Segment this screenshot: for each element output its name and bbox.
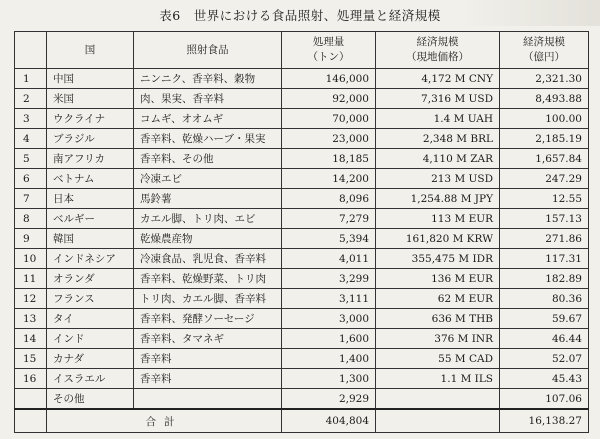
food-cell: 冷凍エビ xyxy=(134,169,282,189)
header-row xyxy=(15,32,589,69)
food-cell: ニンニク、香辛料、穀物 xyxy=(134,69,282,89)
header-no xyxy=(15,32,47,69)
country-cell: タイ xyxy=(47,309,134,329)
scale-yen-cell: 271.86 xyxy=(500,229,589,249)
scale-yen-cell: 46.44 xyxy=(500,329,589,349)
food-cell: トリ肉、カエル脚、香辛料 xyxy=(134,289,282,309)
scale-yen-cell: 2,321.30 xyxy=(500,69,589,89)
table-row xyxy=(15,289,589,309)
scale-local-cell: 1.4 M UAH xyxy=(376,109,500,129)
row-number: 6 xyxy=(15,169,47,189)
row-number: 10 xyxy=(15,249,47,269)
total-yen: 16,138.27 xyxy=(500,409,589,433)
food-cell: 香辛料、発酵ソーセージ xyxy=(134,309,282,329)
row-number xyxy=(15,389,47,410)
food-cell: コムギ、オオムギ xyxy=(134,109,282,129)
total-no-cell xyxy=(15,409,47,433)
country-cell: インド xyxy=(47,329,134,349)
table-row xyxy=(15,169,589,189)
country-cell: ベルギー xyxy=(47,209,134,229)
header-volume: 処理量 （トン） xyxy=(282,32,376,69)
food-irradiation-table xyxy=(14,31,589,433)
country-cell: ウクライナ xyxy=(47,109,134,129)
row-number: 15 xyxy=(15,349,47,369)
country-cell: 日本 xyxy=(47,189,134,209)
row-number: 11 xyxy=(15,269,47,289)
volume-cell: 2,929 xyxy=(282,389,376,410)
scale-local-cell: 636 M THB xyxy=(376,309,500,329)
volume-cell: 146,000 xyxy=(282,69,376,89)
row-number: 8 xyxy=(15,209,47,229)
row-number: 9 xyxy=(15,229,47,249)
country-cell: オランダ xyxy=(47,269,134,289)
scale-yen-cell: 52.07 xyxy=(500,349,589,369)
volume-cell: 1,600 xyxy=(282,329,376,349)
food-cell xyxy=(134,389,282,410)
volume-cell: 3,000 xyxy=(282,309,376,329)
volume-cell: 5,394 xyxy=(282,229,376,249)
scale-local-cell: 376 M INR xyxy=(376,329,500,349)
table-row xyxy=(15,89,589,109)
country-cell: 韓国 xyxy=(47,229,134,249)
scale-local-cell: 1.1 M ILS xyxy=(376,369,500,389)
scale-yen-cell: 1,657.84 xyxy=(500,149,589,169)
row-number: 2 xyxy=(15,89,47,109)
scale-yen-cell: 157.13 xyxy=(500,209,589,229)
volume-cell: 23,000 xyxy=(282,129,376,149)
row-number: 14 xyxy=(15,329,47,349)
table-row xyxy=(15,129,589,149)
scale-yen-cell: 59.67 xyxy=(500,309,589,329)
table-row xyxy=(15,349,589,369)
volume-cell: 14,200 xyxy=(282,169,376,189)
header-scale-yen: 経済規模 （億円） xyxy=(500,32,589,69)
row-number: 4 xyxy=(15,129,47,149)
scale-local-cell: 1,254.88 M JPY xyxy=(376,189,500,209)
volume-cell: 92,000 xyxy=(282,89,376,109)
scale-yen-cell: 12.55 xyxy=(500,189,589,209)
country-cell: 中国 xyxy=(47,69,134,89)
food-cell: 香辛料、その他 xyxy=(134,149,282,169)
scale-yen-cell: 107.06 xyxy=(500,389,589,410)
food-cell: 香辛料 xyxy=(134,369,282,389)
volume-cell: 70,000 xyxy=(282,109,376,129)
food-cell: 馬鈴薯 xyxy=(134,189,282,209)
table-row xyxy=(15,229,589,249)
scale-local-cell: 136 M EUR xyxy=(376,269,500,289)
table-row xyxy=(15,309,589,329)
scale-yen-cell: 8,493.88 xyxy=(500,89,589,109)
volume-cell: 1,300 xyxy=(282,369,376,389)
total-label: 合計 xyxy=(47,409,282,433)
table-body xyxy=(15,69,589,410)
table-row xyxy=(15,189,589,209)
volume-cell: 3,299 xyxy=(282,269,376,289)
volume-cell: 18,185 xyxy=(282,149,376,169)
scale-local-cell: 2,348 M BRL xyxy=(376,129,500,149)
scale-local-cell: 161,820 M KRW xyxy=(376,229,500,249)
food-cell: 香辛料、タマネギ xyxy=(134,329,282,349)
scale-yen-cell: 182.89 xyxy=(500,269,589,289)
country-cell: その他 xyxy=(47,389,134,410)
food-cell: 肉、果実、香辛料 xyxy=(134,89,282,109)
scale-yen-cell: 117.31 xyxy=(500,249,589,269)
table-row xyxy=(15,109,589,129)
scale-yen-cell: 100.00 xyxy=(500,109,589,129)
country-cell: ブラジル xyxy=(47,129,134,149)
total-volume: 404,804 xyxy=(282,409,376,433)
row-number: 16 xyxy=(15,369,47,389)
table-row xyxy=(15,329,589,349)
table-title: 表6 世界における食品照射、処理量と経済規模 xyxy=(159,8,441,23)
row-number: 12 xyxy=(15,289,47,309)
volume-cell: 1,400 xyxy=(282,349,376,369)
row-number: 13 xyxy=(15,309,47,329)
scale-yen-cell: 247.29 xyxy=(500,169,589,189)
country-cell: イスラエル xyxy=(47,369,134,389)
food-cell: カエル脚、トリ肉、エビ xyxy=(134,209,282,229)
scale-local-cell: 62 M EUR xyxy=(376,289,500,309)
scale-local-cell: 213 M USD xyxy=(376,169,500,189)
table-row xyxy=(15,249,589,269)
header-food: 照射食品 xyxy=(134,32,282,69)
table-row xyxy=(15,149,589,169)
country-cell: カナダ xyxy=(47,349,134,369)
scale-local-cell: 55 M CAD xyxy=(376,349,500,369)
country-cell: フランス xyxy=(47,289,134,309)
total-row xyxy=(15,409,589,433)
row-number: 7 xyxy=(15,189,47,209)
volume-cell: 8,096 xyxy=(282,189,376,209)
scale-local-cell: 355,475 M IDR xyxy=(376,249,500,269)
header-scale-local: 経済規模 （現地価格） xyxy=(376,32,500,69)
scale-local-cell: 4,172 M CNY xyxy=(376,69,500,89)
scale-yen-cell: 2,185.19 xyxy=(500,129,589,149)
country-cell: インドネシア xyxy=(47,249,134,269)
scale-local-cell: 7,316 M USD xyxy=(376,89,500,109)
food-cell: 乾燥農産物 xyxy=(134,229,282,249)
header-country: 国 xyxy=(47,32,134,69)
scale-local-cell: 113 M EUR xyxy=(376,209,500,229)
row-number: 3 xyxy=(15,109,47,129)
scale-local-cell xyxy=(376,389,500,410)
volume-cell: 4,011 xyxy=(282,249,376,269)
volume-cell: 3,111 xyxy=(282,289,376,309)
table-row xyxy=(15,209,589,229)
country-cell: 米国 xyxy=(47,89,134,109)
row-number: 1 xyxy=(15,69,47,89)
table-row xyxy=(15,389,589,410)
total-scale-cell xyxy=(376,409,500,433)
country-cell: ベトナム xyxy=(47,169,134,189)
table-row xyxy=(15,369,589,389)
food-cell: 香辛料 xyxy=(134,349,282,369)
row-number: 5 xyxy=(15,149,47,169)
table-row xyxy=(15,69,589,89)
table-row xyxy=(15,269,589,289)
food-cell: 香辛料、乾燥ハーブ・果実 xyxy=(134,129,282,149)
volume-cell: 7,279 xyxy=(282,209,376,229)
food-cell: 香辛料、乾燥野菜、トリ肉 xyxy=(134,269,282,289)
scale-yen-cell: 45.43 xyxy=(500,369,589,389)
scale-local-cell: 4,110 M ZAR xyxy=(376,149,500,169)
country-cell: 南アフリカ xyxy=(47,149,134,169)
food-cell: 冷凍食品、乳児食、香辛料 xyxy=(134,249,282,269)
scale-yen-cell: 80.36 xyxy=(500,289,589,309)
